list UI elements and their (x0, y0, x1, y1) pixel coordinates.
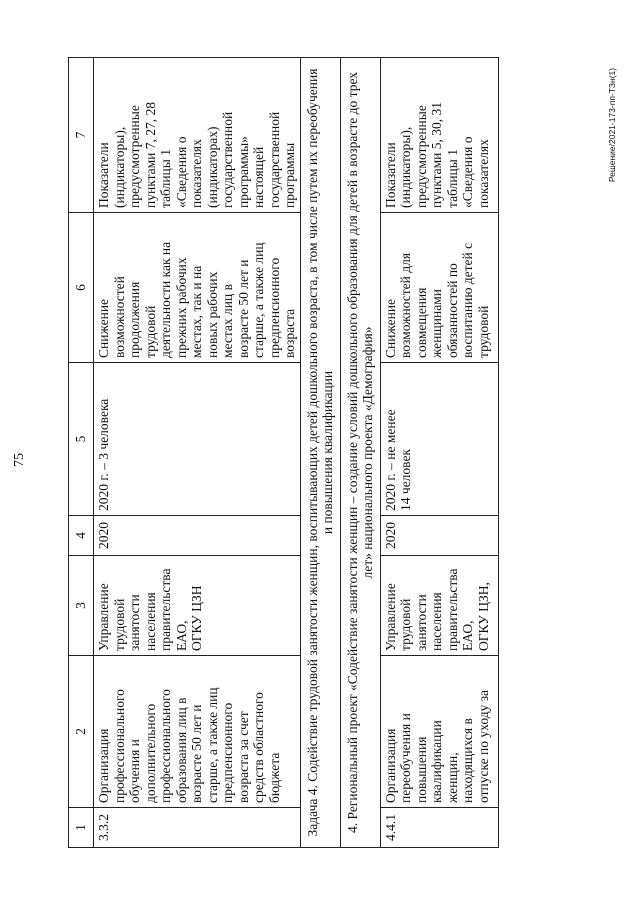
header-cell: 6 (69, 213, 94, 363)
header-cell: 5 (69, 363, 94, 516)
executor-cell: Управление трудовой занятости населения правительства ЕАО, ОГКУ ЦЗН (94, 556, 301, 656)
project-row (340, 58, 380, 848)
header-cell: 2 (69, 656, 94, 808)
table-row (380, 58, 498, 848)
task-heading: Задача 4. Содействие трудовой занятости женщин, воспитывающих детей дошкольного возраста, в том числе путем их переобучения и повышения квалификации (300, 58, 340, 848)
rotated-table-container (68, 58, 586, 848)
result-cell: Снижение возможностей продолжения трудовой деятельности как на прежних рабочих местах, так и на новых рабочих местах лиц в возрасте 50 лет и старше, а также лиц предпенсионного возраста (94, 213, 301, 363)
header-cell: 7 (69, 58, 94, 213)
result-cell: Снижение возможностей для совмещения женщинами обязанностей по воспитанию детей с трудовой (380, 213, 498, 363)
executor-cell: Управление трудовой занятости населения правительства ЕАО, ОГКУ ЦЗН, (380, 556, 498, 656)
row-number: 3.3.2 (94, 808, 301, 848)
indicator-cell: 2020 г. – 3 человека (94, 363, 301, 516)
indicator-cell: 2020 г. – не менее 14 человек (380, 363, 498, 516)
header-cell: 1 (69, 808, 94, 848)
document-footer: Решение/2021-173-пп-ТЗн(1) (607, 67, 617, 183)
page-number: 75 (12, 453, 27, 467)
program-table (68, 57, 499, 848)
header-row (69, 58, 94, 848)
task-row (300, 58, 340, 848)
project-heading: 4. Региональный проект «Содействие занятости женщин – создание условий дошкольного образования для детей в возрасте до трех лет» национального проекта «Демография» (340, 58, 380, 848)
link-cell: Показатели (индикаторы), предусмотренные пунктами 7, 27, 28 таблицы 1 «Сведения о показателях (индикаторах) государственной программы» настоящей государственной программы (94, 58, 301, 213)
row-number: 4.4.1 (380, 808, 498, 848)
header-cell: 3 (69, 556, 94, 656)
table-row (94, 58, 301, 848)
link-cell: Показатели (индикаторы), предусмотренные пунктами 5, 30, 31 таблицы 1 «Сведения о показателях (380, 58, 498, 213)
activity-cell: Организация переобучения и повышения квалификации женщин, находящихся в отпуске по уходу за (380, 656, 498, 808)
header-cell: 4 (69, 516, 94, 556)
activity-cell: Организация профессионального обучения и дополнительного профессионального образования лиц в возрасте 50 лет и старше, а также лиц предпенсионного возраста за счет средств областного бюджета (94, 656, 301, 808)
year-cell: 2020 (94, 516, 301, 556)
year-cell: 2020 (380, 516, 498, 556)
